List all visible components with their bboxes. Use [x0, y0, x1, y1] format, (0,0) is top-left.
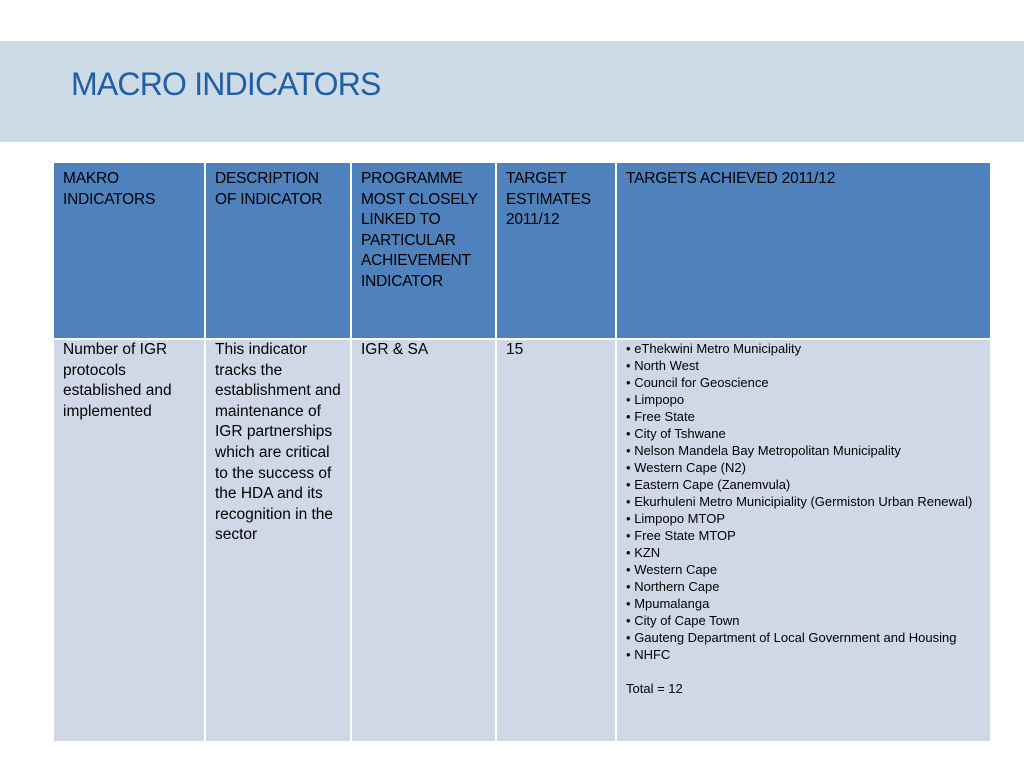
- macro-indicators-table: [52, 161, 992, 743]
- list-item-text: Free State: [634, 409, 695, 424]
- bullet-icon: •: [626, 426, 631, 441]
- bullet-icon: •: [626, 528, 631, 543]
- list-item: [626, 595, 982, 612]
- list-item: [626, 374, 982, 391]
- header-makro-indicators: MAKRO INDICATORS: [53, 162, 205, 339]
- list-item-text: Northern Cape: [634, 579, 720, 594]
- cell-description: This indicator tracks the establishment and maintenance of IGR partnerships which are critical to the success of the HDA and its recognition in the sector: [205, 339, 351, 742]
- header-row: [53, 162, 991, 339]
- bullet-icon: •: [626, 409, 631, 424]
- header-programme: PROGRAMME MOST CLOSELY LINKED TO PARTICULAR ACHIEVEMENT INDICATOR: [351, 162, 496, 339]
- list-item-text: Limpopo MTOP: [634, 511, 725, 526]
- cell-target-estimate: 15: [496, 339, 616, 742]
- list-item: [626, 408, 982, 425]
- bullet-icon: •: [626, 596, 631, 611]
- list-item: [626, 425, 982, 442]
- list-item-text: Western Cape (N2): [634, 460, 746, 475]
- bullet-icon: •: [626, 545, 631, 560]
- list-item: [626, 527, 982, 544]
- list-item-text: Mpumalanga: [634, 596, 710, 611]
- list-item-text: North West: [634, 358, 699, 373]
- list-item-text: Eastern Cape (Zanemvula): [634, 477, 791, 492]
- bullet-icon: •: [626, 630, 631, 645]
- bullet-icon: •: [626, 562, 631, 577]
- list-item-text: eThekwini Metro Municipality: [634, 341, 802, 356]
- bullet-icon: •: [626, 341, 631, 356]
- list-item: [626, 544, 982, 561]
- list-item-text: Council for Geoscience: [634, 375, 769, 390]
- list-item-text: City of Tshwane: [634, 426, 726, 441]
- list-item-text: Gauteng Department of Local Government and Housing: [634, 630, 957, 645]
- bullet-icon: •: [626, 579, 631, 594]
- list-item: [626, 391, 982, 408]
- slide-title: MACRO INDICATORS: [71, 66, 381, 102]
- list-item: [626, 510, 982, 527]
- list-item: [626, 459, 982, 476]
- list-item-text: Limpopo: [634, 392, 685, 407]
- list-item-text: NHFC: [634, 647, 671, 662]
- list-item: [626, 646, 982, 663]
- list-item: [626, 357, 982, 374]
- bullet-icon: •: [626, 613, 631, 628]
- bullet-icon: •: [626, 460, 631, 475]
- cell-indicator: Number of IGR protocols established and implemented: [53, 339, 205, 742]
- list-item: [626, 629, 982, 646]
- list-item: [626, 612, 982, 629]
- header-target-estimates: TARGET ESTIMATES 2011/12: [496, 162, 616, 339]
- list-item-text: Nelson Mandela Bay Metropolitan Municipality: [634, 443, 901, 458]
- bullet-icon: •: [626, 494, 631, 509]
- list-item-text: City of Cape Town: [634, 613, 740, 628]
- targets-achieved-list: [626, 340, 982, 663]
- header-description: DESCRIPTION OF INDICATOR: [205, 162, 351, 339]
- table-row: [53, 339, 991, 742]
- list-item: [626, 340, 982, 357]
- bullet-icon: •: [626, 375, 631, 390]
- list-item: [626, 561, 982, 578]
- list-item-text: Ekurhuleni Metro Municipiality (Germiston Urban Renewal): [634, 494, 973, 509]
- list-item-text: Free State MTOP: [634, 528, 736, 543]
- list-item: [626, 578, 982, 595]
- targets-total: Total = 12: [626, 681, 683, 696]
- bullet-icon: •: [626, 477, 631, 492]
- list-item-text: KZN: [634, 545, 661, 560]
- list-item: [626, 442, 982, 459]
- bullet-icon: •: [626, 392, 631, 407]
- cell-targets-achieved: [616, 339, 991, 742]
- bullet-icon: •: [626, 511, 631, 526]
- header-targets-achieved: TARGETS ACHIEVED 2011/12: [616, 162, 991, 339]
- bullet-icon: •: [626, 358, 631, 373]
- list-item: [626, 476, 982, 493]
- bullet-icon: •: [626, 443, 631, 458]
- bullet-icon: •: [626, 647, 631, 662]
- list-item: [626, 493, 982, 510]
- cell-programme: IGR & SA: [351, 339, 496, 742]
- list-item-text: Western Cape: [634, 562, 718, 577]
